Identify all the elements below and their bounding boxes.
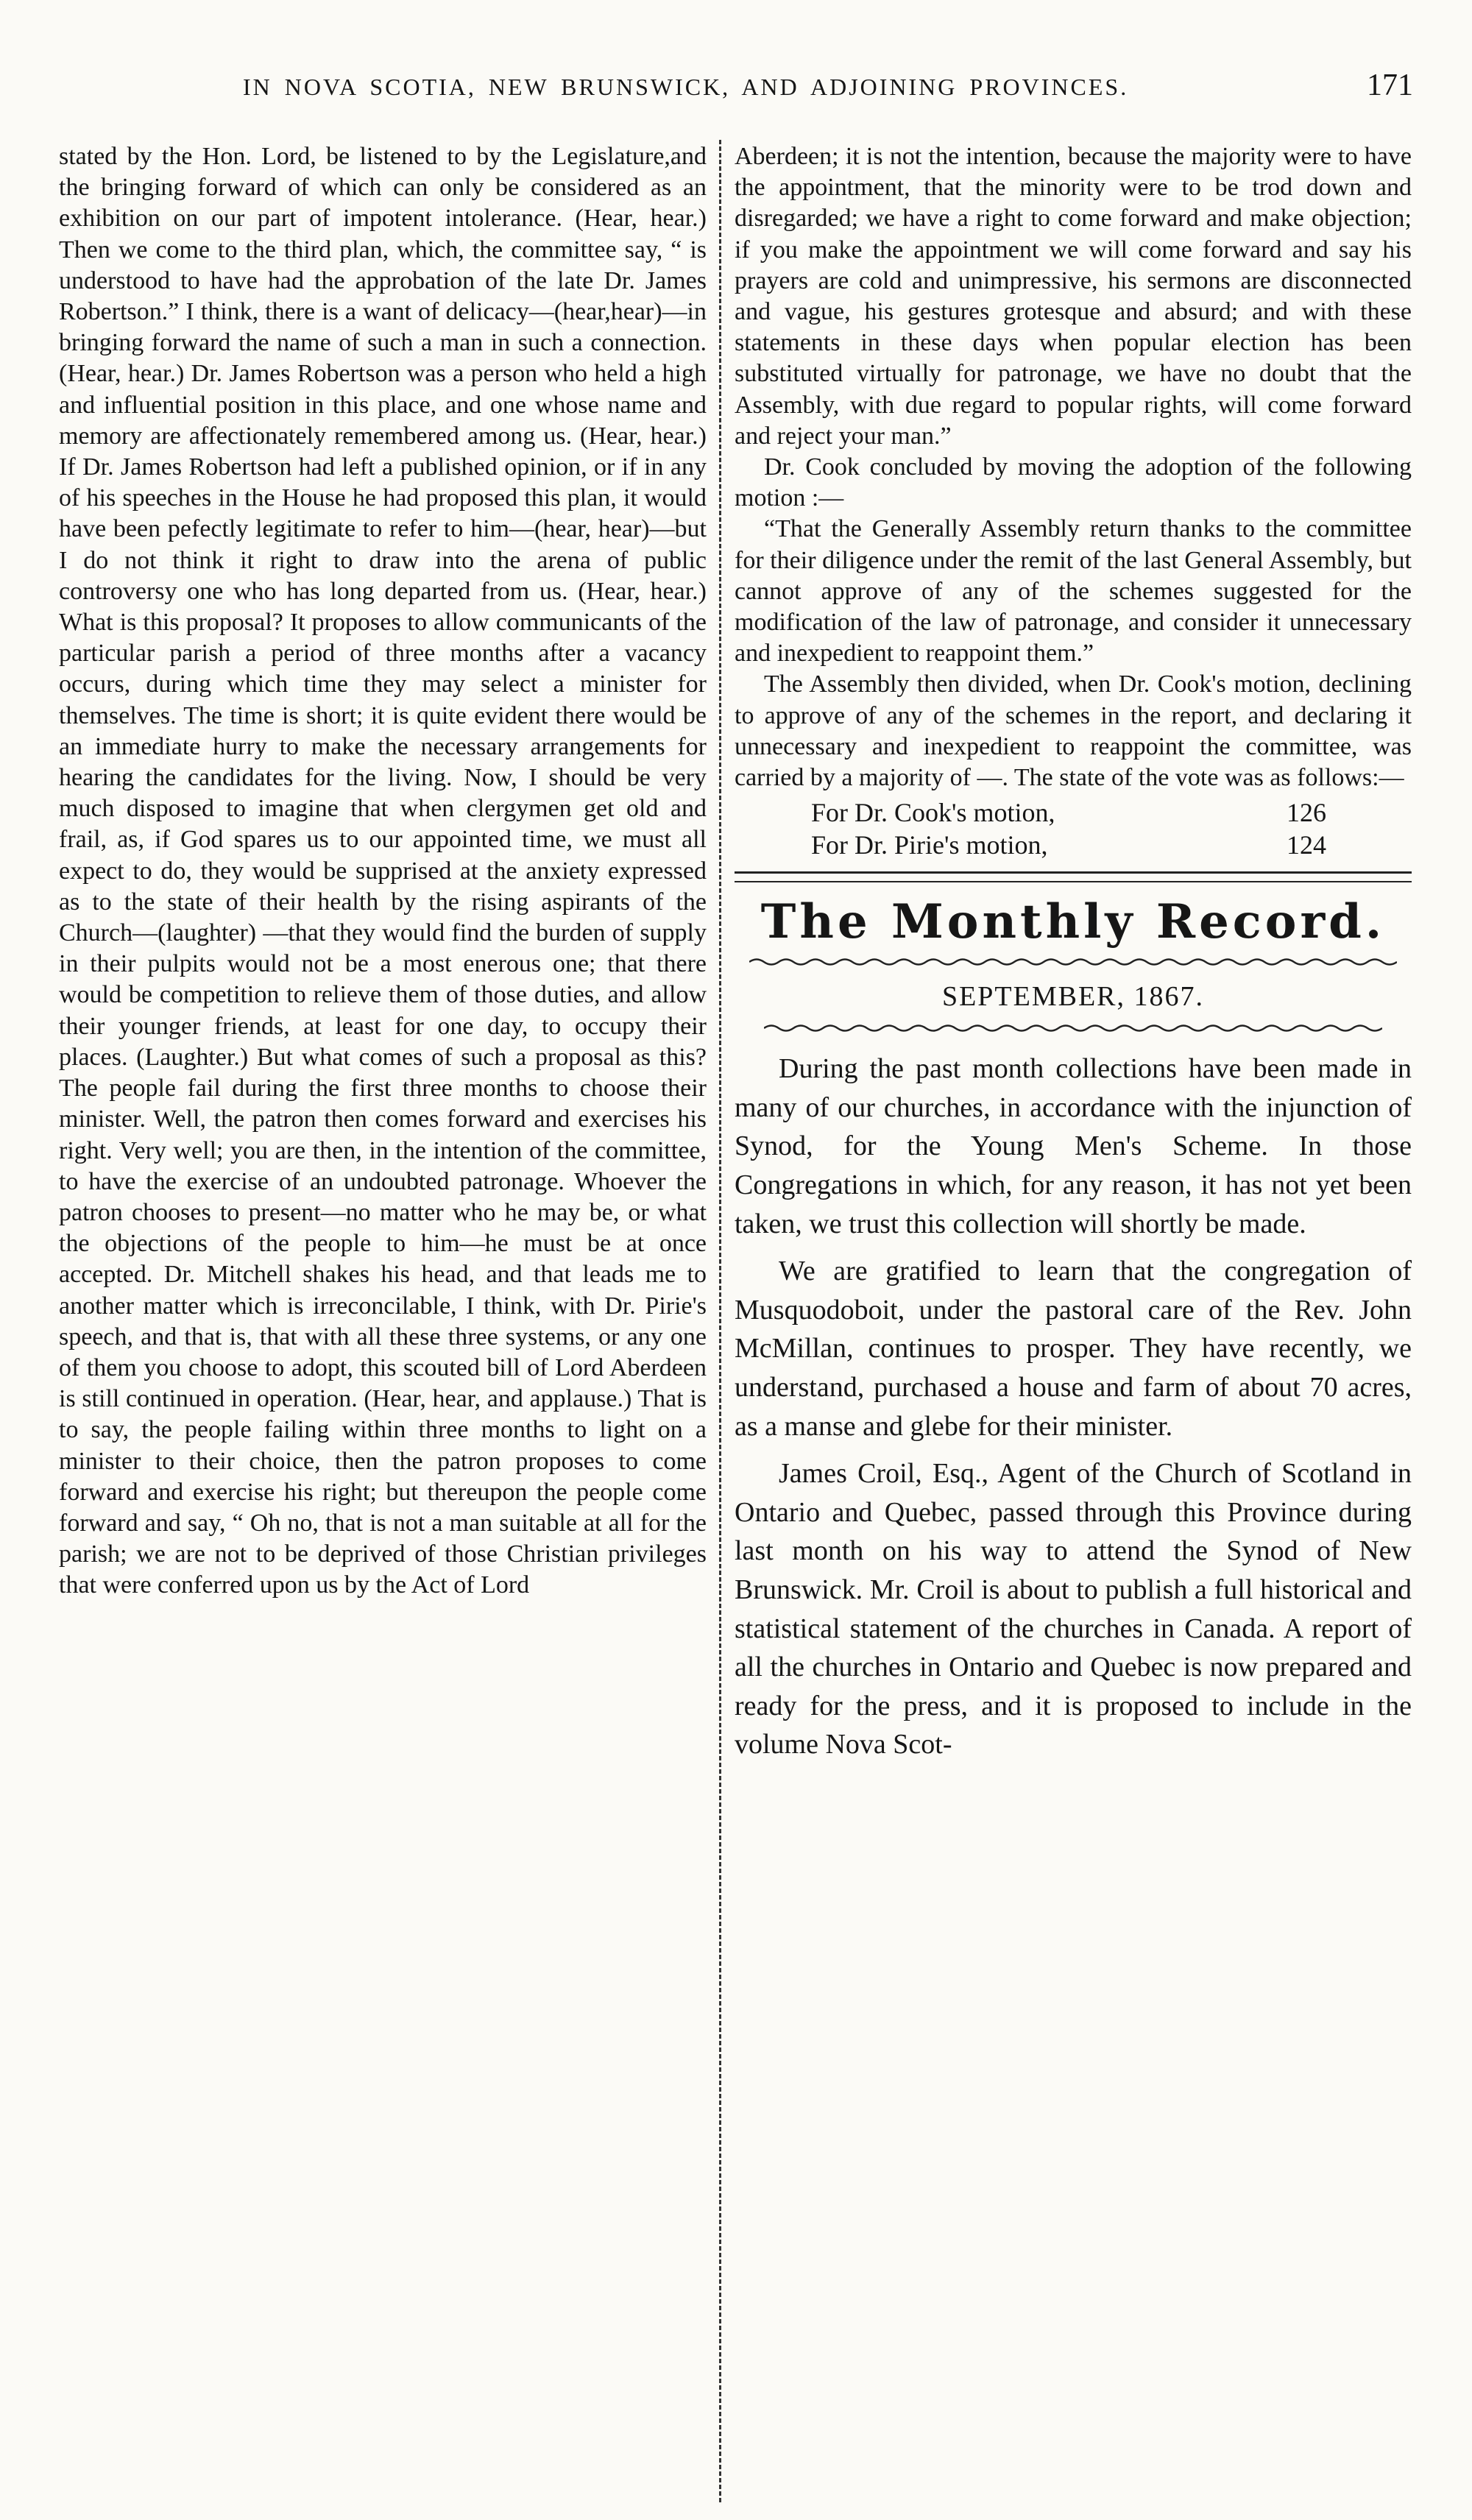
masthead: The Monthly Record. — [760, 894, 1386, 950]
article-paragraph: During the past month collections have been made in many of our churches, in accordance with the injunction of Synod, for the Young Men's Scheme. In those Congregations in which, for any reason, it has not yet been taken, we trust this collection will shortly be made. — [735, 1053, 1412, 1239]
speech-continuation — [735, 141, 1412, 793]
page-number: 171 — [1367, 68, 1413, 102]
running-title: IN NOVA SCOTIA, NEW BRUNSWICK, AND ADJOINING PROVINCES. — [243, 74, 1129, 100]
left-column — [59, 141, 707, 1601]
dateline: SEPTEMBER, 1867. — [941, 981, 1205, 1013]
wavy-rule — [749, 957, 1397, 967]
vote-count: 126 — [1287, 798, 1326, 828]
running-head — [59, 68, 1413, 112]
wavy-rule — [764, 1023, 1382, 1033]
monthly-record-article — [735, 1050, 1412, 1764]
motion-intro: Dr. Cook concluded by moving the adoption of the following motion :— — [735, 453, 1412, 512]
vote-label: For Dr. Cook's motion, — [811, 798, 1055, 828]
article-paragraph: James Croil, Esq., Agent of the Church of Scotland in Ontario and Quebec, passed through this Province during last month on his way to attend the Synod of New Brunswick. Mr. Croil is about to publish a full historical and statistical statement of the churches in Canada. A report of all the churches in Ontario and Quebec is now prepared and ready for the press, and it is proposed to include in the volume Nova Scot- — [735, 1458, 1412, 1760]
speech-paragraph: stated by the Hon. Lord, be listened to by the Legislature,and the bringing forward of which can only be considered as an exhibition on our part of impotent intolerance. (Hear, hear.) Then we come to the third plan, which, the committee say, “ is understood to have had the approbation of the late Dr. James Robertson.” I think, there is a want of delicacy—(hear,hear)—in bringing forward the name of such a man in such a connection. (Hear, hear.) Dr. James Robertson was a person who held a high and influential position in this place, and one whose name and memory are affectionately remembered among us. (Hear, hear.) If Dr. James Robertson had left a published opinion, or if in any of his speeches in the House he had proposed this plan, it would have been pefectly legitimate to refer to him—(hear, hear)—but I do not think it right to draw into the arena of public controversy one who has long departed from us. (Hear, hear.) What is this proposal? It proposes to allow communicants of the particular parish a period of three months after a vacancy occurs, during which time they may select a minister for themselves. The time is short; it is quite evident there would be an immediate hurry to make the necessary arrangements for hearing the candidates for the living. Now, I should be very much disposed to imagine that when clergymen get old and frail, as, if God spares us to our appointed time, we must all expect to do, they would be supprised at the anxiety expressed as to the state of their health by the rising aspirants of the Church—(laughter) —that they would find the burden of supply in their pulpits would not be a most enerous one; that there would be competition to relieve them of those duties, and allow their younger friends, at least for one day, to occupy their places. (Laughter.) But what comes of such a proposal as this? The people fail during the first three months to choose their minister. Well, the patron then comes forward and exercises his right. Very well; you are then, in the intention of the committee, to have the exercise of an undoubted patronage. Whoever the patron chooses to present—no matter who he may be, or what the objections of the people to him—he must be at once accepted. Dr. Mitchell shakes his head, and that leads me to another matter which is irreconcilable, I think, with Dr. Pirie's speech, and that is, that with all these three systems, or any one of them you choose to adopt, this scouted bill of Lord Aberdeen is still continued in operation. (Hear, hear, and applause.) That is to say, the people failing within three months to light on a minister to their choice, then the patron proposes to come forward and exercise his right; but thereupon the people come forward and say, “ Oh no, that is not a man suitable at all for the parish; we are not to be deprived of those Christian privileges that were conferred upon us by the Act of Lord — [59, 143, 707, 1599]
right-column — [735, 141, 1412, 1764]
speech-paragraph: Aberdeen; it is not the intention, because the majority were to have the appointment, that the minority were to be trod down and disregarded; we have a right to come forward and make objection; if you make the appointment we will come forward and say his prayers are cold and unimpressive, his sermons are disconnected and vague, his gestures grotesque and absurd; and with these statements in these days when popular election has been substituted virtually for patronage, we have no doubt that the Assembly, with due regard to popular rights, will come forward and reject your man.” — [735, 143, 1412, 450]
motion-text: “That the Generally Assembly return thanks to the committee for their diligence under the remit of the last General Assembly, but cannot approve of any of the schemes suggested for the modification of the law of patronage, and consider it unnecessary and inexpedient to reappoint them.” — [735, 515, 1412, 668]
vote-row — [811, 796, 1326, 829]
vote-label: For Dr. Pirie's motion, — [811, 830, 1048, 860]
vote-paragraph: The Assembly then divided, when Dr. Cook's motion, declining to approve of any of the schemes in the report, and declaring it unnecessary and inexpedient to reappoint the committee, was carried by a majority of —. The state of the vote was as follows:— — [735, 670, 1412, 792]
vote-count: 124 — [1287, 830, 1326, 860]
vote-row — [811, 829, 1326, 861]
section-divider — [735, 871, 1412, 882]
column-rule — [719, 140, 721, 2502]
vote-table — [811, 796, 1326, 861]
article-paragraph: We are gratified to learn that the congregation of Musquodoboit, under the pastoral care of the Rev. John McMillan, continues to prosper. They have recently, we understand, purchased a house and farm of about 70 acres, as a manse and glebe for their minister. — [735, 1256, 1412, 1442]
